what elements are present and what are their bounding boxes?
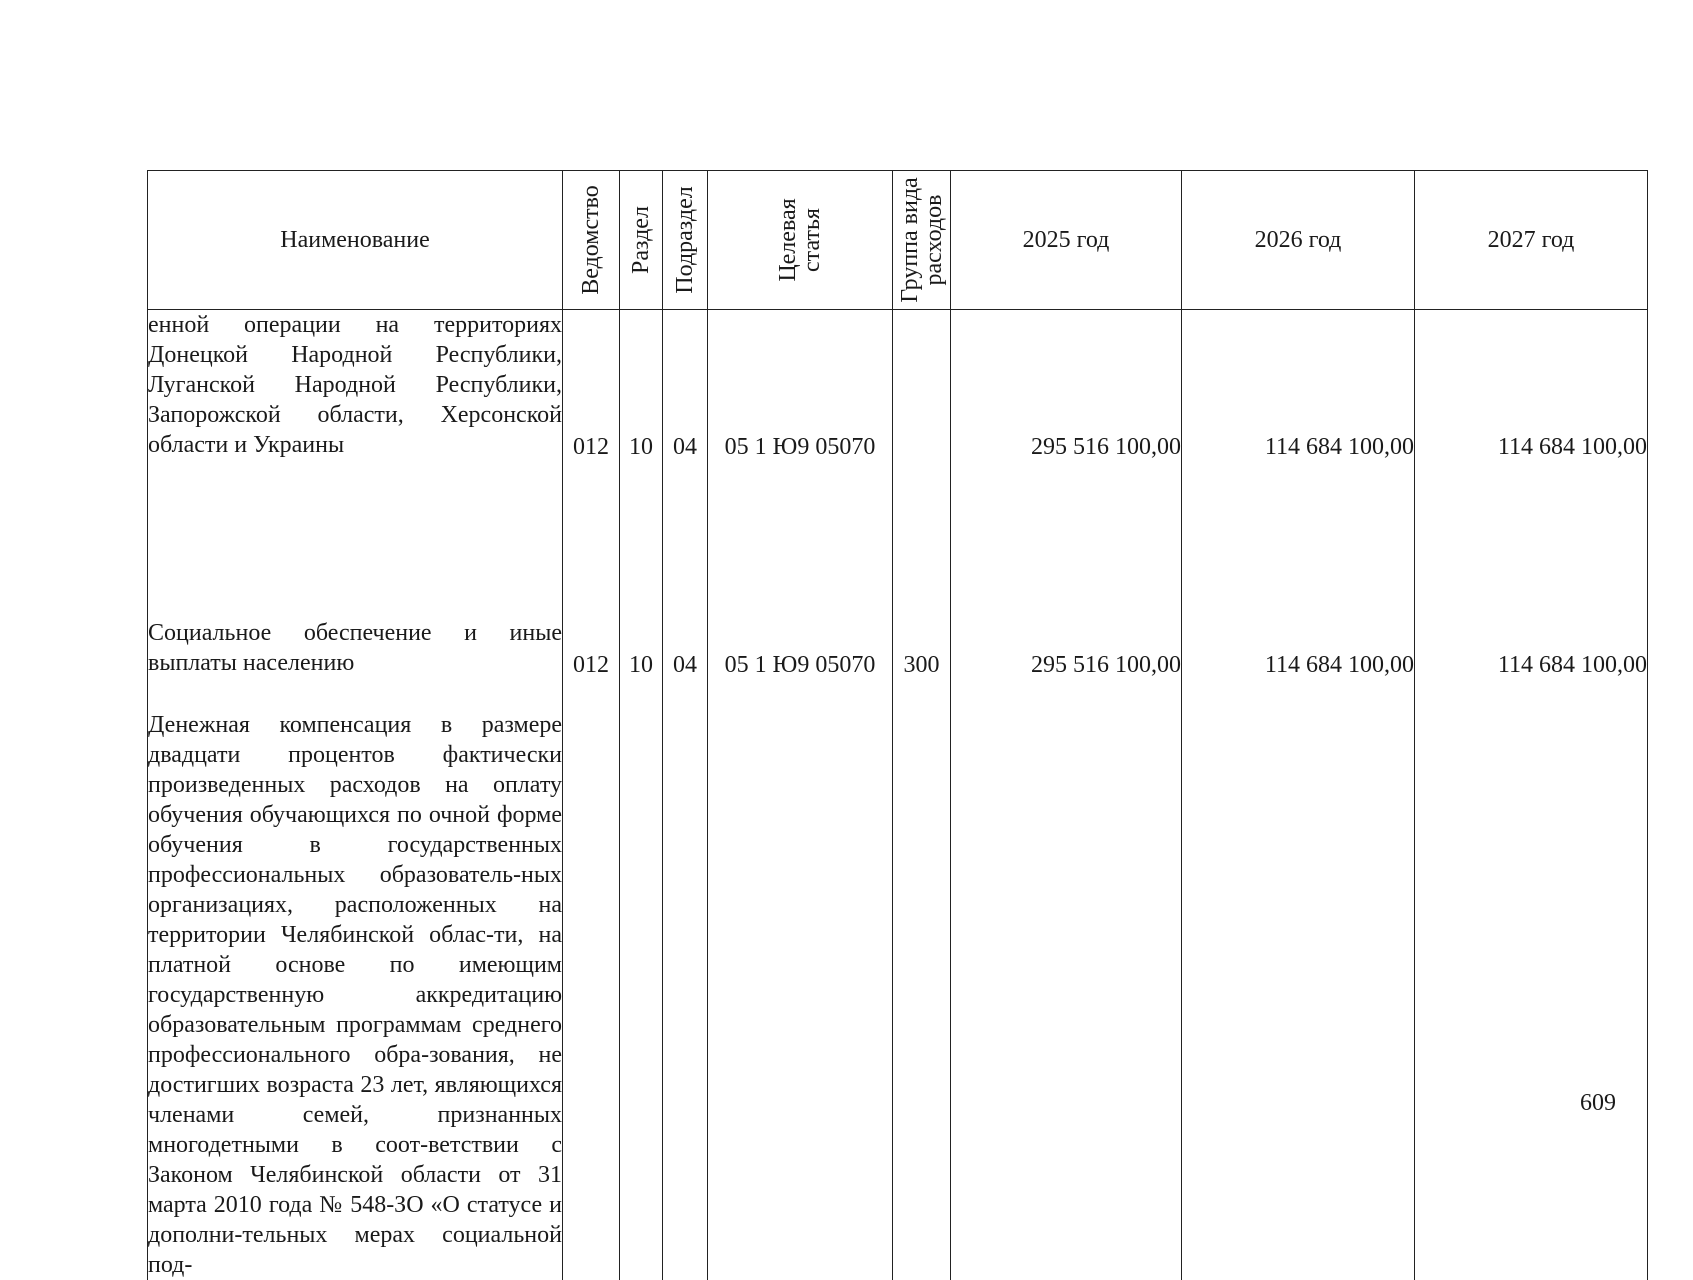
row-gruppa: 300 [893, 618, 951, 710]
row-tselevaya [708, 710, 893, 1280]
row-tselevaya: 05 1 Ю9 05070 [708, 618, 893, 710]
row-2026: 114 684 100,00 [1182, 618, 1415, 710]
row-podrazdel [663, 710, 708, 1280]
row-2025: 295 516 100,00 [951, 310, 1182, 619]
header-vedomstvo-label: Ведомство [578, 185, 604, 295]
row-2025: 295 516 100,00 [951, 618, 1182, 710]
row-2027: 114 684 100,00 [1415, 618, 1648, 710]
table-row [148, 618, 1648, 710]
row-2025 [951, 710, 1182, 1280]
row-tselevaya: 05 1 Ю9 05070 [708, 310, 893, 619]
row-name: енной операции на территориях Донецкой Народной Республики, Луганской Народной Республики, Запорожской области, Херсонской области и Украины [148, 310, 563, 619]
row-2026 [1182, 710, 1415, 1280]
row-razdel: 10 [620, 310, 663, 619]
header-razdel [620, 171, 663, 310]
header-2027: 2027 год [1415, 171, 1648, 310]
row-vedomstvo [563, 710, 620, 1280]
header-tselevaya [708, 171, 893, 310]
row-razdel: 10 [620, 618, 663, 710]
row-2027 [1415, 710, 1648, 1280]
row-vedomstvo: 012 [563, 618, 620, 710]
row-podrazdel: 04 [663, 618, 708, 710]
table-header-row [148, 171, 1648, 310]
row-name: Денежная компенсация в размере двадцати процентов фактически произведенных расходов на оплату обучения обучающихся по очной форме обучения в государственных профессиональных образователь-ных организациях, расположенных на территории Челябинской облас-ти, на платной основе по имеющим государственную аккредитацию образовательным программам среднего профессионального обра-зования, не достигших возраста 23 лет, являющихся членами семей, признанных многодетными в соот-ветствии с Законом Челябинской области от 31 марта 2010 года № 548-ЗО «О статусе и дополни-тельных мерах социальной под- [148, 712, 562, 1278]
budget-table [147, 170, 1648, 1280]
row-2027: 114 684 100,00 [1415, 310, 1648, 619]
header-gruppa [893, 171, 951, 310]
header-podrazdel-label: Подраздел [672, 186, 698, 294]
header-gruppa-label: Группа вида расходов [896, 177, 947, 303]
table-row [148, 710, 1648, 1280]
header-razdel-label: Раздел [628, 206, 654, 274]
row-razdel [620, 710, 663, 1280]
row-podrazdel: 04 [663, 310, 708, 619]
row-vedomstvo: 012 [563, 310, 620, 619]
row-gruppa [893, 310, 951, 619]
header-name: Наименование [148, 171, 563, 310]
page-number: 609 [1580, 1090, 1616, 1116]
header-podrazdel [663, 171, 708, 310]
header-2026: 2026 год [1182, 171, 1415, 310]
row-gruppa [893, 710, 951, 1280]
header-tselevaya-label: Целевая статья [775, 198, 825, 282]
header-vedomstvo [563, 171, 620, 310]
table-row [148, 310, 1648, 619]
row-name: Социальное обеспечение и иные выплаты населению [148, 618, 563, 710]
row-2026: 114 684 100,00 [1182, 310, 1415, 619]
header-2025: 2025 год [951, 171, 1182, 310]
